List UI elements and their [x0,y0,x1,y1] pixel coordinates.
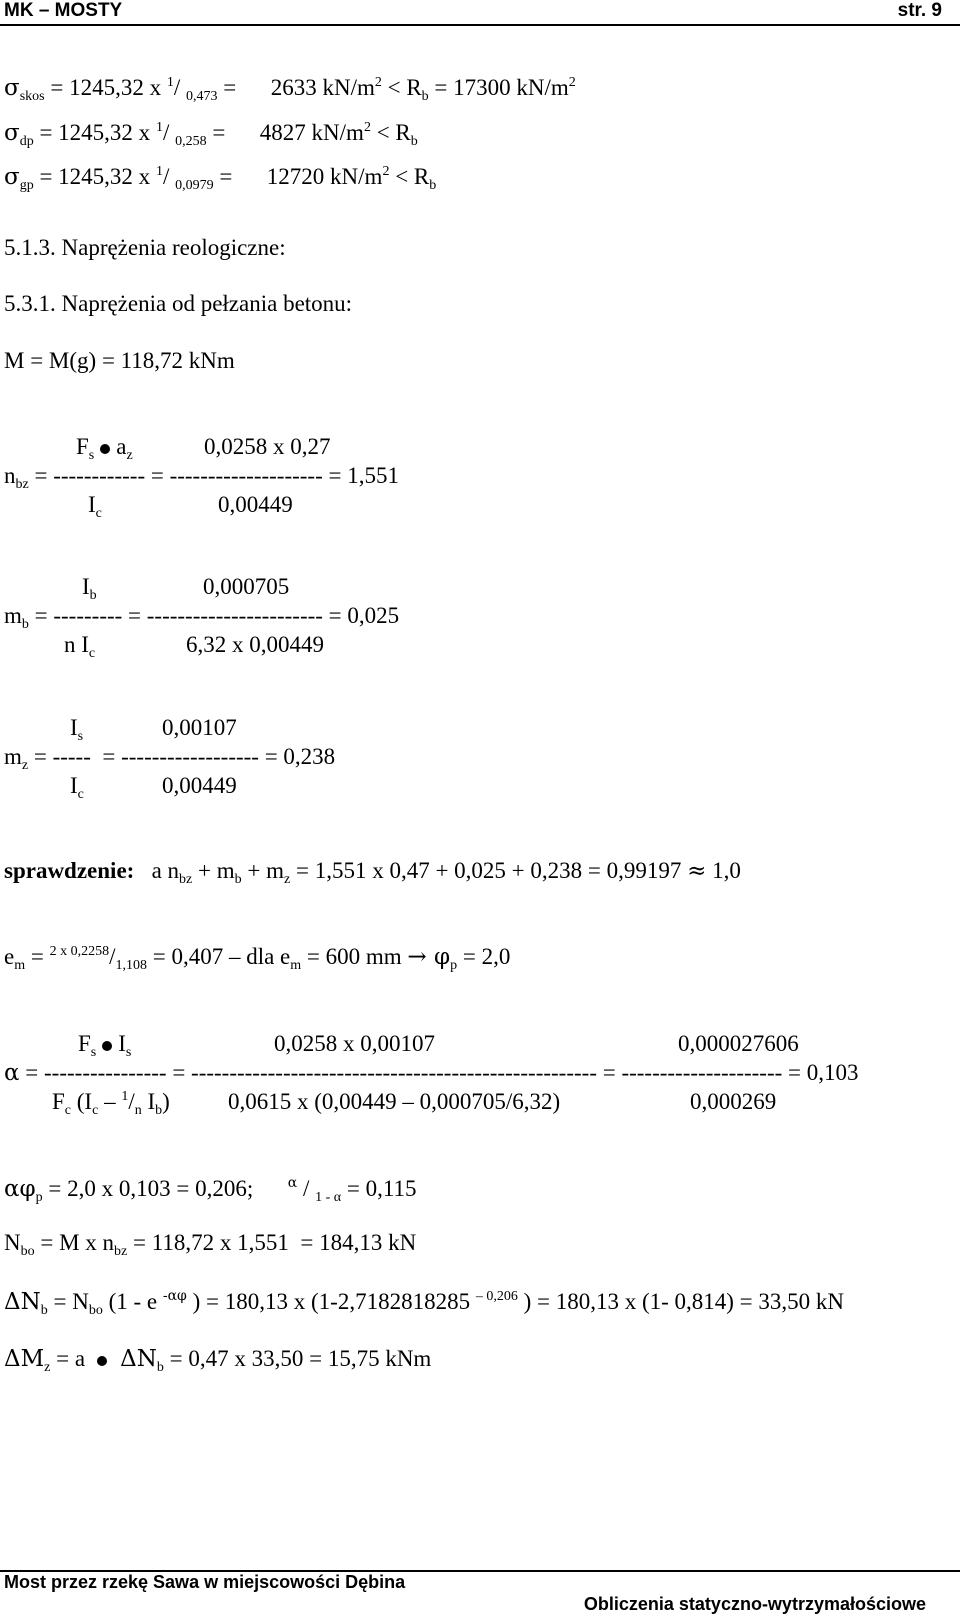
mb-numerator-symbol: $I_b$ [82,574,97,603]
alpha-numerator-value: 0,0258 x 0,00107 [274,1031,435,1056]
alpha-numerator-symbols: $F_s$ $I_s$ [78,1031,132,1060]
mb-numerator-value: 0,000705 [203,574,290,599]
header-title: MK – MOSTY [4,0,123,21]
footer-project-title: Most przez rzekę Sawa w miejscowości Dębina [4,1572,406,1592]
alpha-denominator-result: 0,000269 [690,1089,777,1114]
check-line: sprawdzenie: a $n_{bz} + m_b + m_z = 1,551$ x 0,47 + 0,025 + 0,238 = 0,99197 ≈ 1,0 [4,858,741,887]
page-number: str. 9 [897,0,942,21]
multiply-dot-icon [102,1041,112,1051]
alpha-denominator-symbols: $F_c$ ($I_c - ^1/_n$ $I_b$) [52,1089,170,1118]
multiply-dot-icon [100,444,110,454]
approx-icon: ≈ [687,858,707,884]
stress-line-skos: $\sigma_{skos} = 1245,32$ x $^1$/ $_{0,473}$ = 2633 $kN/m^2 < R_b = 17300$ $kN/m^2$ [4,75,576,104]
em-line: $e_m = ^{2 x 0,2258}/_{1,108} = 0,407$ – dla $e_m = 600$ mm → $\varphi_p = 2,0$ [4,944,511,973]
mb-denominator-symbol: n $I_c$ [64,632,96,661]
delta-nb-line: $\Delta N_b = N_{bo}$ (1 - e $^{-\alpha\varphi}$ ) = 180,13 x (1-2,7182818285 $^{- 0,206}$ ) = 180,13 x (1- 0,814) = 33,50 kN [4,1288,845,1318]
mb-denominator-value: 6,32 x 0,00449 [186,632,324,657]
section-heading-513: 5.1.3. Naprężenia reologiczne: [4,235,286,260]
moment-line: M = M(g) = 118,72 kNm [4,348,235,373]
header-rule [0,24,960,26]
nbz-denominator-symbol: $I_c$ [88,492,102,521]
nbz-numerator-value: 0,0258 x 0,27 [204,434,331,459]
nbz-numerator-symbols: $F_s$ $a_z$ [76,434,133,463]
alpha-equation-line: α = ---------------- = ----------------------------------------------------- = --------------------- = 0,103 [4,1060,859,1086]
stress-line-gp: $\sigma_{gp} = 1245,32$ x $^1$/ $_{0,0979}$ = 12720 $kN/m^2 < R_b$ [4,164,437,193]
alpha-numerator-result: 0,000027606 [678,1031,799,1056]
footer-doc-type: Obliczenia statyczno-wytrzymałościowe [583,1594,926,1614]
stress-line-dp: $\sigma_{dp} = 1245,32$ x $^1$/ $_{0,258}$ = 4827 $kN/m^2 < R_b$ [4,120,418,149]
mb-equation-line: $m_b$ = --------- = ----------------------- = 0,025 [4,603,400,632]
delta-mz-line: $\Delta M_z = a$ $\Delta N_b = 0,47$ x 33,50 = 15,75 kNm [4,1346,432,1375]
mz-equation-line: $m_z$ = ----- = ------------------ = 0,238 [4,744,336,773]
nbz-equation-line: $n_{bz}$ = ------------ = -------------------- = 1,551 [4,463,399,492]
mz-numerator-value: 0,00107 [162,715,237,740]
mz-denominator-symbol: $I_c$ [70,773,84,802]
mz-numerator-symbol: $I_s$ [70,715,84,744]
section-heading-531: 5.3.1. Naprężenia od pełzania betonu: [4,291,353,316]
arrow-right-icon: → [407,944,427,970]
multiply-dot-icon [97,1356,107,1366]
nbz-denominator-value: 0,00449 [218,492,293,517]
alpha-denominator-value: 0,0615 x (0,00449 – 0,000705/6,32) [228,1089,561,1114]
nbo-line: $N_{bo} = M$ x $n_{bz} = 118,72$ x 1,551 = 184,13 kN [4,1230,417,1259]
alphaphi-line: $\alpha\varphi_p = 2,0$ x 0,103 = 0,206; $^\alpha$ / $_{1 - \alpha}$ = 0,115 [4,1175,417,1205]
mz-denominator-value: 0,00449 [162,773,237,798]
